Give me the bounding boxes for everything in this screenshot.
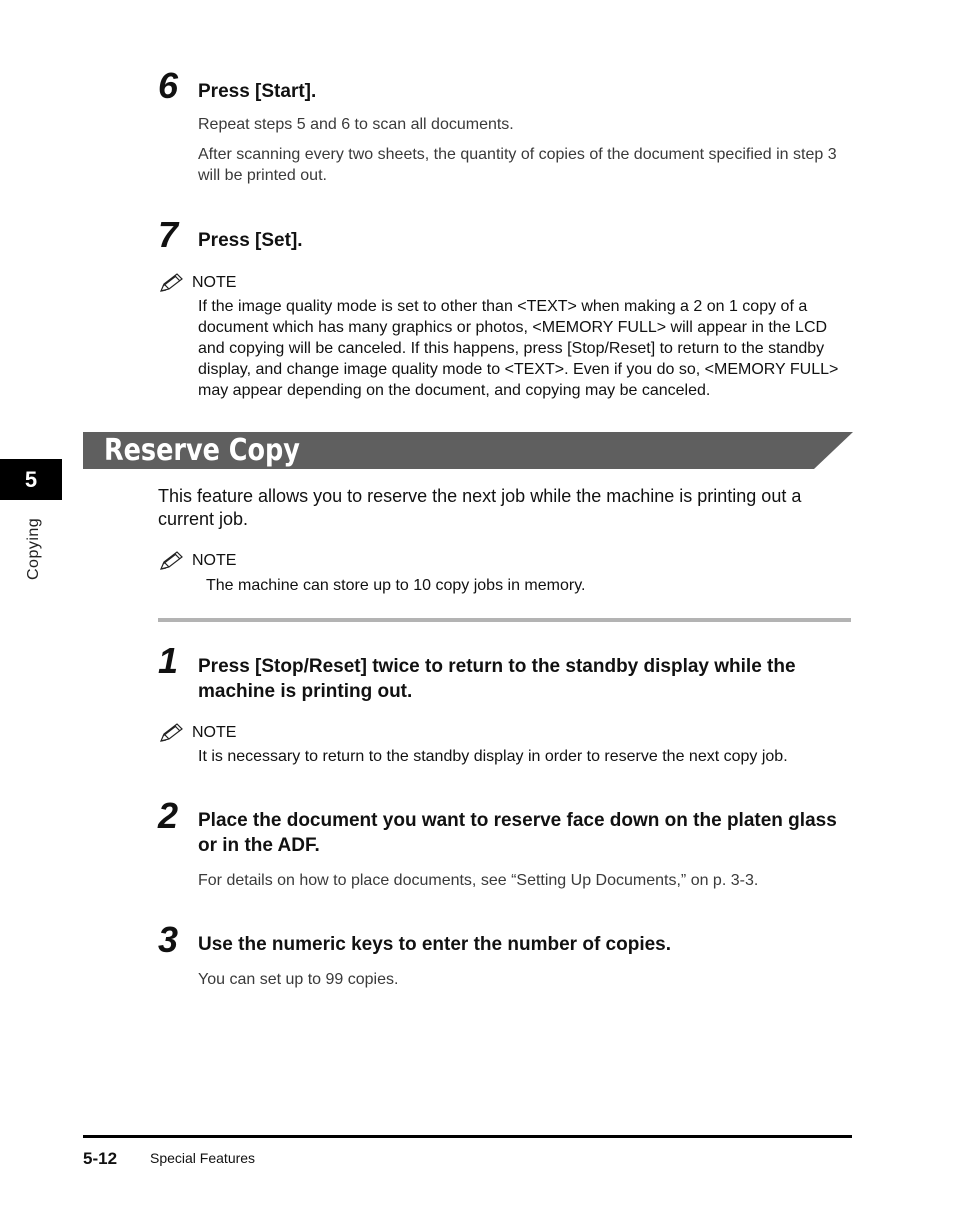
chapter-label: Copying	[25, 517, 42, 580]
step-heading-7: Press [Set].	[198, 230, 303, 251]
step-number-1: 1	[158, 640, 179, 681]
divider	[158, 618, 851, 622]
step-heading-2: Place the document you want to reserve face down on the platen glass or in the ADF.	[198, 810, 837, 856]
note-label: NOTE	[192, 274, 237, 291]
section-title: Reserve Copy	[104, 433, 300, 468]
step-6-text-2: After scanning every two sheets, the quantity of copies of the document specified in step 3 will be printed out.	[198, 146, 837, 184]
note-label: NOTE	[192, 552, 237, 569]
footer-title: Special Features	[150, 1150, 256, 1166]
step-number-6: 6	[158, 65, 179, 106]
step-number-2: 2	[158, 795, 179, 836]
footer-rule	[83, 1135, 852, 1138]
step-6-text-1: Repeat steps 5 and 6 to scan all documents.	[198, 116, 514, 133]
page-number: 5-12	[83, 1149, 118, 1168]
pencil-icon	[158, 550, 186, 572]
note-text: If the image quality mode is set to other than <TEXT> when making a 2 on 1 copy of a document which has many graphics or photos, <MEMORY FULL> will appear in the LCD and copying will be canceled. If this happens, press [Stop/Reset] to return to the standby display, and change image quality mode to <TEXT>. Even if you do so, <MEMORY FULL> may appear depending on the document, and copying may be canceled.	[198, 298, 839, 399]
step-heading-1: Press [Stop/Reset] twice to return to the standby display while the machine is printing out.	[198, 656, 796, 702]
section-intro: This feature allows you to reserve the next job while the machine is printing out a current job.	[158, 486, 802, 529]
pencil-icon	[158, 722, 186, 744]
chapter-number: 5	[24, 467, 38, 492]
pencil-icon	[158, 272, 186, 294]
step-number-7: 7	[158, 214, 179, 255]
step-3-text: You can set up to 99 copies.	[198, 971, 399, 988]
step-heading-6: Press [Start].	[198, 81, 317, 102]
step-2-text: For details on how to place documents, see “Setting Up Documents,” on p. 3-3.	[198, 872, 759, 889]
note-text: It is necessary to return to the standby display in order to reserve the next copy job.	[198, 748, 788, 765]
note-text: The machine can store up to 10 copy jobs in memory.	[206, 577, 586, 594]
note-label: NOTE	[192, 724, 237, 741]
step-heading-3: Use the numeric keys to enter the number of copies.	[198, 934, 672, 955]
step-number-3: 3	[158, 919, 179, 960]
